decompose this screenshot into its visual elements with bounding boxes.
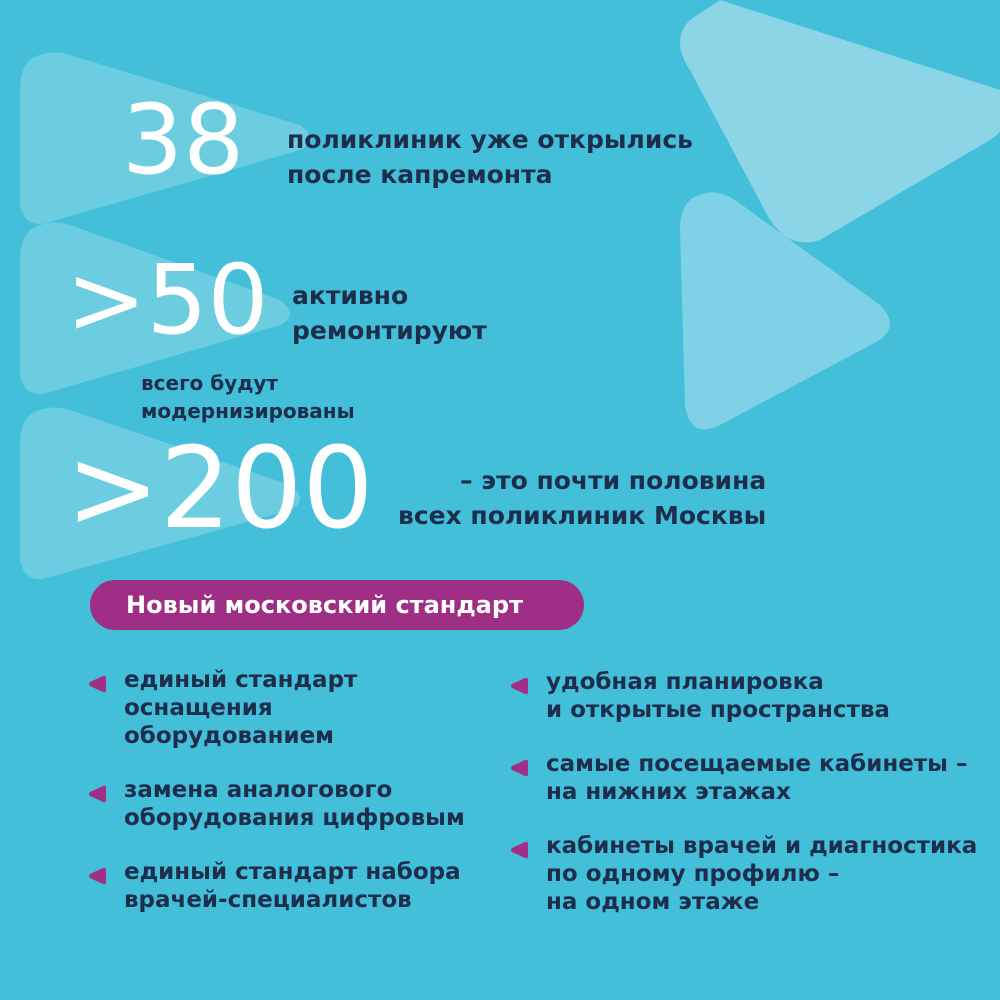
list-item — [546, 750, 967, 806]
list-item-line: оборудованием — [124, 723, 334, 749]
stat-caption-50 — [292, 278, 487, 348]
bullet-triangle-icon — [510, 676, 528, 696]
list-item-line: самые посещаемые кабинеты – — [546, 751, 968, 777]
caption-line: активно — [292, 281, 409, 310]
list-item — [124, 776, 465, 832]
list-item-line: замена аналогового — [124, 777, 393, 803]
list-item — [546, 832, 977, 916]
list-item-line: удобная планировка — [546, 669, 824, 695]
bullet-triangle-icon — [88, 866, 106, 886]
caption-line: поликлиник уже открылись — [287, 125, 693, 154]
bullet-triangle-icon — [88, 784, 106, 804]
bullet-triangle-icon — [510, 840, 528, 860]
list-item-line: по одному профилю – — [546, 861, 840, 887]
caption-line: – это почти половина — [460, 466, 767, 495]
intro-line: модернизированы — [141, 399, 355, 423]
list-item-line: и открытые пространства — [546, 697, 890, 723]
list-item-line: врачей-специалистов — [124, 887, 412, 913]
section-title-pill: Новый московский стандарт — [90, 580, 584, 630]
list-item-line: на нижних этажах — [546, 779, 791, 805]
list-item — [124, 666, 357, 750]
stat-caption-38 — [287, 122, 693, 192]
list-item-line: оборудования цифровым — [124, 805, 465, 831]
stat-intro-200 — [141, 369, 355, 425]
caption-line: ремонтируют — [292, 316, 487, 345]
stat-number-38: 38 — [122, 84, 245, 196]
list-item-line: оснащения — [124, 695, 273, 721]
list-item-line: на одном этаже — [546, 889, 760, 915]
list-item — [124, 858, 461, 914]
list-item-line: кабинеты врачей и диагностика — [546, 833, 978, 859]
stat-caption-200 — [370, 463, 766, 533]
list-item — [546, 668, 890, 724]
intro-line: всего будут — [141, 371, 279, 395]
bullet-triangle-icon — [88, 674, 106, 694]
bullet-triangle-icon — [510, 758, 528, 778]
list-item-line: единый стандарт набора — [124, 859, 461, 885]
caption-line: всех поликлиник Москвы — [398, 501, 767, 530]
caption-line: после капремонта — [287, 160, 553, 189]
stat-number-200: >200 — [66, 424, 374, 554]
stat-number-50: >50 — [66, 244, 269, 356]
list-item-line: единый стандарт — [124, 667, 358, 693]
